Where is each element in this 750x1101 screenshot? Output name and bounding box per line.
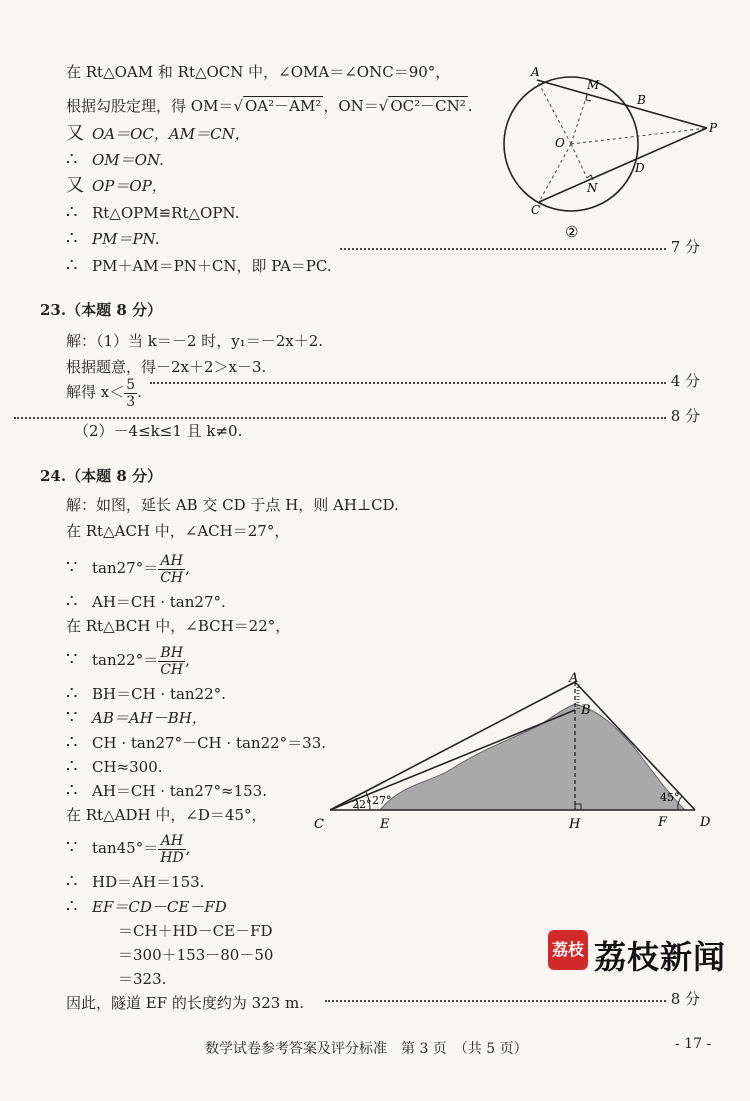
q24-sym-14: ∴	[66, 871, 78, 892]
line-OM	[571, 95, 587, 144]
q24-sym-15: ∴	[66, 896, 78, 917]
label-M: M	[587, 78, 600, 92]
label-A: A	[569, 671, 579, 686]
q24-line-13-a: tan45°＝	[92, 839, 159, 857]
q24-text-10: CH≈300.	[92, 758, 163, 776]
q24-fraction-1	[158, 553, 185, 586]
q24-fraction-2	[158, 645, 185, 678]
q24-line-15	[66, 897, 227, 917]
frac-num: AH	[158, 833, 185, 850]
q22-text-4: OM＝ON.	[92, 151, 164, 169]
dotted-leader	[325, 1000, 666, 1002]
q24-text-9: CH · tan27°－CH · tan22°＝33.	[92, 734, 327, 752]
angle-label-22: 22°	[352, 798, 372, 811]
q24-sym-9: ∴	[66, 732, 78, 753]
q24-line-17: ＝300＋153－80－50	[118, 946, 274, 964]
angle-label-27: 27°	[372, 794, 392, 807]
frac-den: CH	[160, 661, 184, 678]
label-F: F	[658, 815, 668, 830]
q24-line-6-b: ,	[185, 651, 190, 669]
q24-text-15: EF＝CD－CE－FD	[92, 898, 227, 916]
dotted-leader	[150, 382, 666, 384]
q23-score-1: 4 分	[670, 372, 700, 390]
label-O: O	[555, 136, 565, 150]
q22-sqrt-2: OC²－CN²	[390, 97, 466, 115]
frac-den: CH	[160, 569, 184, 586]
q22-line-2-c: .	[467, 97, 473, 115]
q24-text-4: AH＝CH · tan27°.	[92, 593, 226, 611]
q24-line-5: 在 Rt△BCH 中，∠BCH＝22°，	[66, 617, 291, 635]
circle-figure	[495, 62, 725, 242]
q23-frac-den: 3	[126, 393, 136, 410]
q22-sym-6: ∴	[66, 202, 78, 223]
label-N: N	[587, 181, 598, 195]
q23-frac-num: 5	[126, 376, 136, 393]
label-P: P	[709, 121, 718, 135]
q22-line-5	[66, 176, 167, 196]
q24-line-12: 在 Rt△ADH 中，∠D＝45°，	[66, 806, 267, 824]
q23-title: 23.（本题 8 分）	[40, 301, 162, 319]
line-OA	[537, 80, 571, 144]
label-C: C	[314, 817, 324, 830]
q22-text-3: OA＝OC，AM＝CN，	[92, 125, 250, 143]
q22-sym-3: 又	[66, 123, 84, 144]
q24-sym-3: ∵	[66, 557, 78, 578]
q22-line-6	[66, 203, 239, 223]
q24-score: 8 分	[670, 990, 700, 1008]
q24-line-6	[66, 640, 190, 680]
q23-line-3-a: 解得 x＜	[66, 383, 125, 401]
news-logo	[548, 930, 726, 974]
q24-sym-13: ∵	[66, 837, 78, 858]
q24-sym-8: ∵	[66, 707, 78, 728]
q23-line-2: 根据题意，得－2x＋2＞x－3.	[66, 358, 267, 376]
logo-text: 荔枝新闻	[594, 938, 727, 976]
q22-sym-7: ∴	[66, 228, 78, 249]
label-A: A	[531, 65, 540, 79]
q24-title: 24.（本题 8 分）	[40, 467, 162, 485]
label-H: H	[569, 817, 581, 830]
page-number: - 17 -	[675, 1036, 712, 1052]
q24-text-14: HD＝AH＝153.	[92, 873, 205, 891]
label-E: E	[380, 817, 390, 830]
frac-num: BH	[158, 645, 185, 662]
q24-line-3-a: tan27°＝	[92, 559, 159, 577]
label-C: C	[531, 203, 541, 217]
q23-line-1: 解：（1）当 k＝－2 时，y₁＝－2x＋2.	[66, 332, 324, 350]
q22-line-1: 在 Rt△OAM 和 Rt△OCN 中，∠OMA＝∠ONC＝90°，	[66, 63, 451, 81]
q24-fraction-3	[158, 833, 185, 866]
q23-line-3-b: .	[137, 383, 142, 401]
label-D: D	[700, 815, 711, 830]
q22-sym-4: ∴	[66, 149, 78, 170]
q24-sym-10: ∴	[66, 756, 78, 777]
frac-den: HD	[160, 849, 184, 866]
q22-text-8: PM＋AM＝PN＋CN，即 PA＝PC.	[92, 257, 332, 275]
line-AP	[537, 80, 707, 128]
q24-line-8	[66, 708, 207, 728]
q22-text-6: Rt△OPM≌Rt△OPN.	[92, 204, 240, 222]
q24-line-3-b: ,	[185, 559, 190, 577]
q24-text-11: AH＝CH · tan27°≈153.	[92, 782, 267, 800]
angle-label-45: 45°	[660, 791, 680, 804]
q22-line-2-b: ，ON＝	[323, 97, 379, 115]
dotted-leader	[340, 248, 666, 250]
q24-line-16: ＝CH＋HD－CE－FD	[118, 922, 273, 940]
q24-sym-6: ∵	[66, 649, 78, 670]
q22-line-2: 根据勾股定理，得 OM＝√ OA²－AM² ，ON＝√ OC²－CN² .	[66, 97, 473, 115]
dotted-leader	[14, 417, 666, 419]
q24-line-3	[66, 548, 190, 588]
label-B: B	[581, 703, 591, 718]
q22-text-7: PM＝PN.	[92, 230, 160, 248]
q22-line-4	[66, 150, 164, 170]
q24-line-13	[66, 828, 190, 868]
q24-line-10	[66, 757, 163, 777]
q24-sym-4: ∴	[66, 591, 78, 612]
q24-line-11	[66, 781, 267, 801]
line-ON	[571, 144, 587, 178]
q22-line-2-a: 根据勾股定理，得 OM＝	[66, 97, 234, 115]
q24-line-2: 在 Rt△ACH 中，∠ACH＝27°，	[66, 522, 290, 540]
frac-num: AH	[158, 553, 185, 570]
footer-text: 数学试卷参考答案及评分标准 第 3 页 （共 5 页）	[205, 1041, 528, 1057]
mountain-shape	[380, 704, 685, 810]
q22-text-5: OP＝OP，	[92, 177, 167, 195]
q24-text-7: BH＝CH · tan22°.	[92, 685, 226, 703]
q24-line-14	[66, 872, 204, 892]
q22-sqrt-1: OA²－AM²	[245, 97, 322, 115]
figure-caption: ②	[565, 223, 579, 241]
q24-line-18: ＝323.	[118, 970, 167, 988]
mountain-figure	[310, 670, 720, 830]
line-OP	[571, 128, 707, 144]
q24-sym-7: ∴	[66, 683, 78, 704]
q24-score-row	[0, 989, 700, 1009]
q22-score: 7 分	[670, 238, 700, 256]
q22-sym-8: ∴	[66, 255, 78, 276]
q24-text-8: AB＝AH－BH，	[92, 709, 207, 727]
logo-icon: 荔枝	[548, 930, 588, 970]
line-OC	[539, 144, 571, 202]
q24-line-1: 解：如图，延长 AB 交 CD 于点 H，则 AH⊥CD.	[66, 496, 399, 514]
q22-line-8	[66, 256, 332, 276]
label-B: B	[637, 93, 646, 107]
q22-sym-5: 又	[66, 175, 84, 196]
label-D: D	[635, 161, 645, 175]
q24-line-13-b: ,	[185, 839, 191, 857]
q23-score-2: 8 分	[670, 407, 700, 425]
q23-line-4: （2）－4≤k≤1 且 k≠0.	[74, 422, 243, 440]
right-angle-M	[586, 95, 591, 101]
q24-line-9	[66, 733, 326, 753]
q24-line-7	[66, 684, 226, 704]
q23-score-row-1	[0, 371, 700, 391]
q24-sym-11: ∴	[66, 780, 78, 801]
q24-line-19: 因此，隧道 EF 的长度约为 323 m.	[66, 994, 305, 1012]
q24-line-6-a: tan22°＝	[92, 651, 159, 669]
q22-line-3	[66, 124, 250, 144]
q24-line-4	[66, 592, 226, 612]
